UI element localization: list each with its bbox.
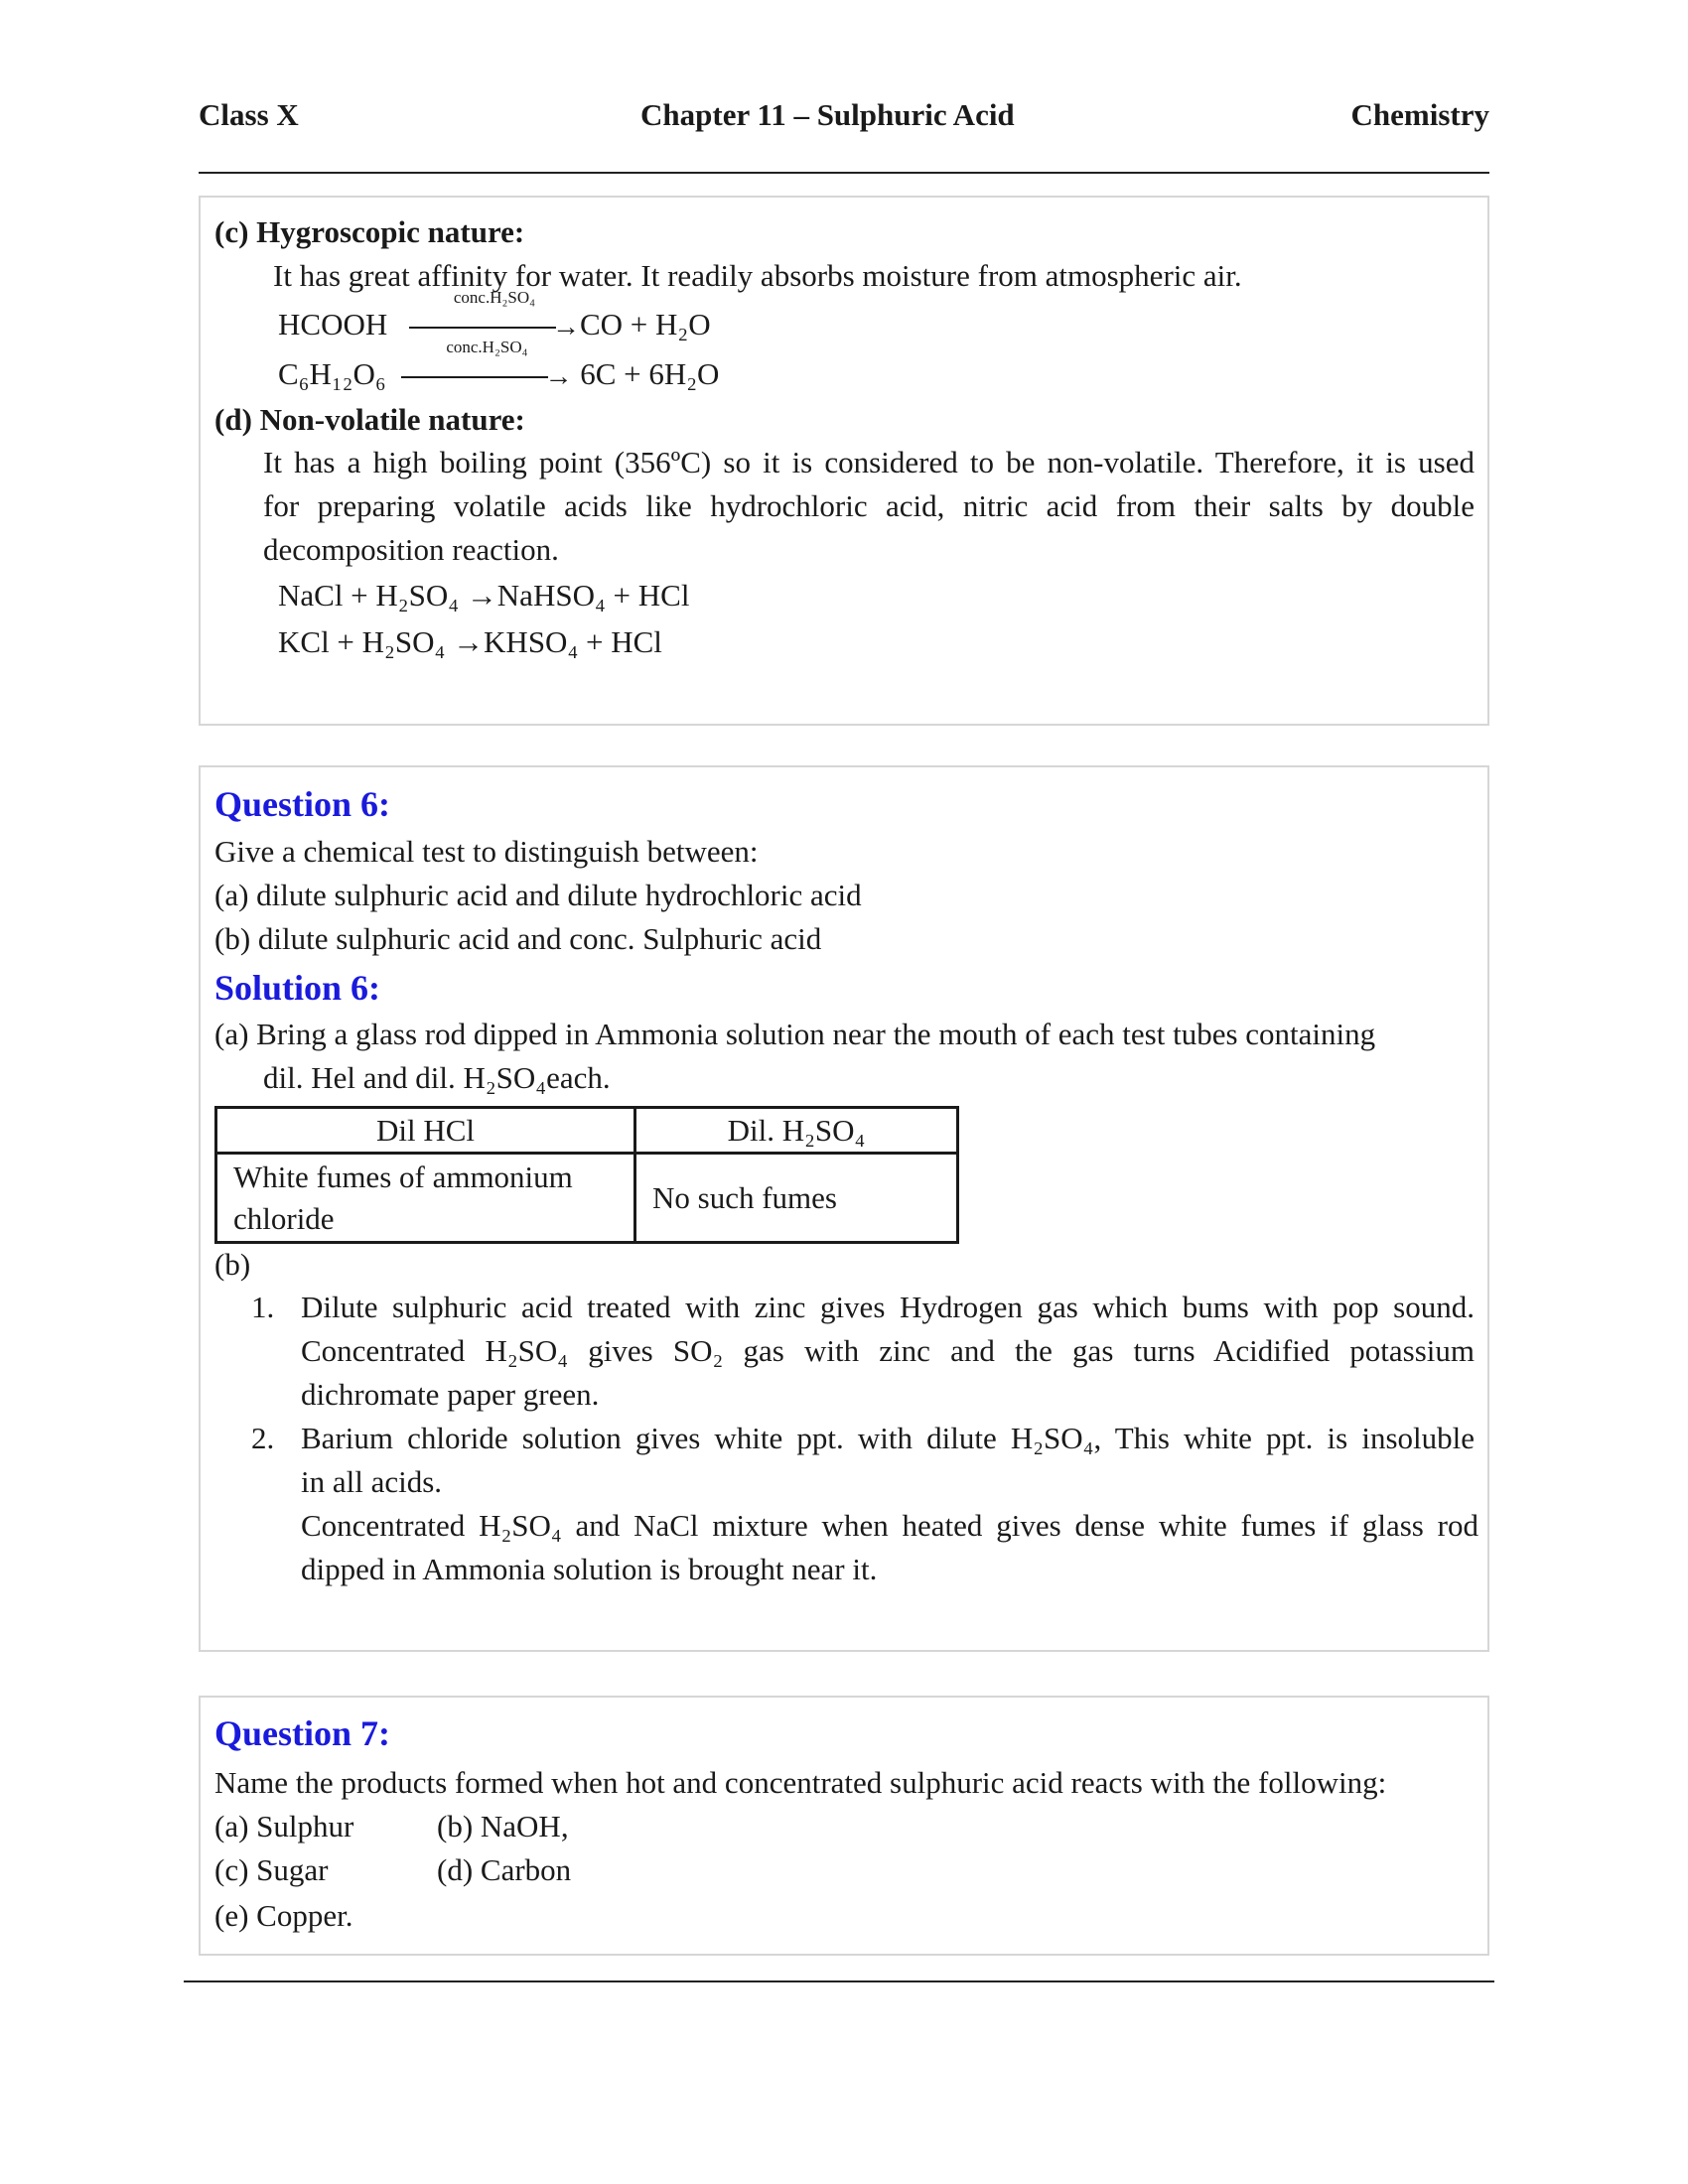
item-1-line1: Dilute sulphuric acid treated with zinc gives Hydrogen gas which bums with pop sound. [301,1290,1475,1324]
item-1-line3: dichromate paper green. [301,1377,600,1412]
question-7-title: Question 7: [214,1713,391,1753]
subject-label: Chemistry [1350,97,1489,132]
eq2-right: 6C + 6H₂O [580,356,720,391]
eq1-condition: conc.H₂SO₄ [453,288,536,307]
nonvolatile-text-line2: for preparing volatile acids like hydrochloric acid, nitric acid from their salts by double [263,488,1475,523]
table-cell-hcl-result [216,1154,635,1243]
q6-line1: Give a chemical test to distinguish between: [214,834,759,869]
q7-line1: Name the products formed when hot and concentrated sulphuric acid reacts with the following: [214,1765,1387,1800]
solution-6-title: Solution 6: [214,968,381,1008]
comparison-table [214,1106,959,1244]
question-6-title: Question 6: [214,784,391,824]
q7-option-d: (d) Carbon [437,1852,572,1887]
q7-option-a: (a) Sulphur [214,1809,354,1843]
q6-line3: (b) dilute sulphuric acid and conc. Sulphuric acid [214,921,822,956]
item-2-line1: Barium chloride solution gives white ppt. with dilute H₂SO₄, This white ppt. is insoluble [301,1421,1475,1455]
q6-line2: (a) dilute sulphuric acid and dilute hydrochloric acid [214,878,862,912]
table-cell-h2so4-result: No such fumes [635,1154,958,1243]
item-2-line4: dipped in Ammonia solution is brought near it. [301,1552,878,1586]
solution-b-label: (b) [214,1247,251,1282]
item-2-number: 2. [251,1421,275,1455]
hygroscopic-text: It has great affinity for water. It readily absorbs moisture from atmospheric air. [273,258,1242,293]
solution-a-line2: dil. Hel and dil. H₂SO₄each. [263,1060,611,1095]
table-header-row [216,1108,958,1154]
item-2-line2: in all acids. [301,1464,443,1499]
eq1-right: CO + H₂O [579,307,711,341]
hcl-result-line2: chloride [233,1200,335,1236]
solution-a-line1: (a) Bring a glass rod dipped in Ammonia solution near the mouth of each test tubes containing [214,1017,1376,1051]
item-1-line2: Concentrated H₂SO₄ gives SO₂ gas with zinc and the gas turns Acidified potassium [301,1333,1475,1368]
nonvolatile-text-line3: decomposition reaction. [263,532,559,567]
eq1-left: HCOOH [278,307,388,341]
eq1-arrow: conc.H₂SO₄ → [409,305,580,347]
nonvolatile-text-line1: It has a high boiling point (356ºC) so it is considered to be non-volatile. Therefore, it is used [263,445,1475,479]
equation-glucose [278,338,720,397]
hcl-result-line1: White fumes of ammonium [233,1159,573,1194]
eq2-arrow: conc.H₂SO₄ → [401,354,572,397]
question-7-box [199,1696,1489,1956]
eq2-left: C₆H₁₂O₆ [278,356,386,391]
class-label: Class X [199,97,299,132]
footer-rule [184,1980,1494,1982]
equation-nacl: NaCl + H₂SO₄ →NaHSO₄ + HCl [278,578,690,613]
q7-option-e: (e) Copper. [214,1898,353,1933]
item-2-line3: Concentrated H₂SO₄ and NaCl mixture when heated gives dense white fumes if glass rod [301,1508,1478,1543]
hygroscopic-heading: (c) Hygroscopic nature: [214,214,525,249]
table-row [216,1154,958,1243]
equation-kcl: KCl + H₂SO₄ →KHSO₄ + HCl [278,624,662,659]
q7-option-b: (b) NaOH, [437,1809,569,1843]
item-1-number: 1. [251,1290,275,1324]
header-rule [199,172,1489,174]
eq2-condition: conc.H₂SO₄ [446,338,528,356]
q7-option-c: (c) Sugar [214,1852,329,1887]
chapter-title: Chapter 11 – Sulphuric Acid [640,97,1015,132]
table-header-dil-hcl: Dil HCl [216,1108,635,1154]
table-header-dil-h2so4: Dil. H₂SO₄ [635,1108,958,1154]
page-header [199,97,1489,143]
nonvolatile-heading: (d) Non-volatile nature: [214,402,525,437]
